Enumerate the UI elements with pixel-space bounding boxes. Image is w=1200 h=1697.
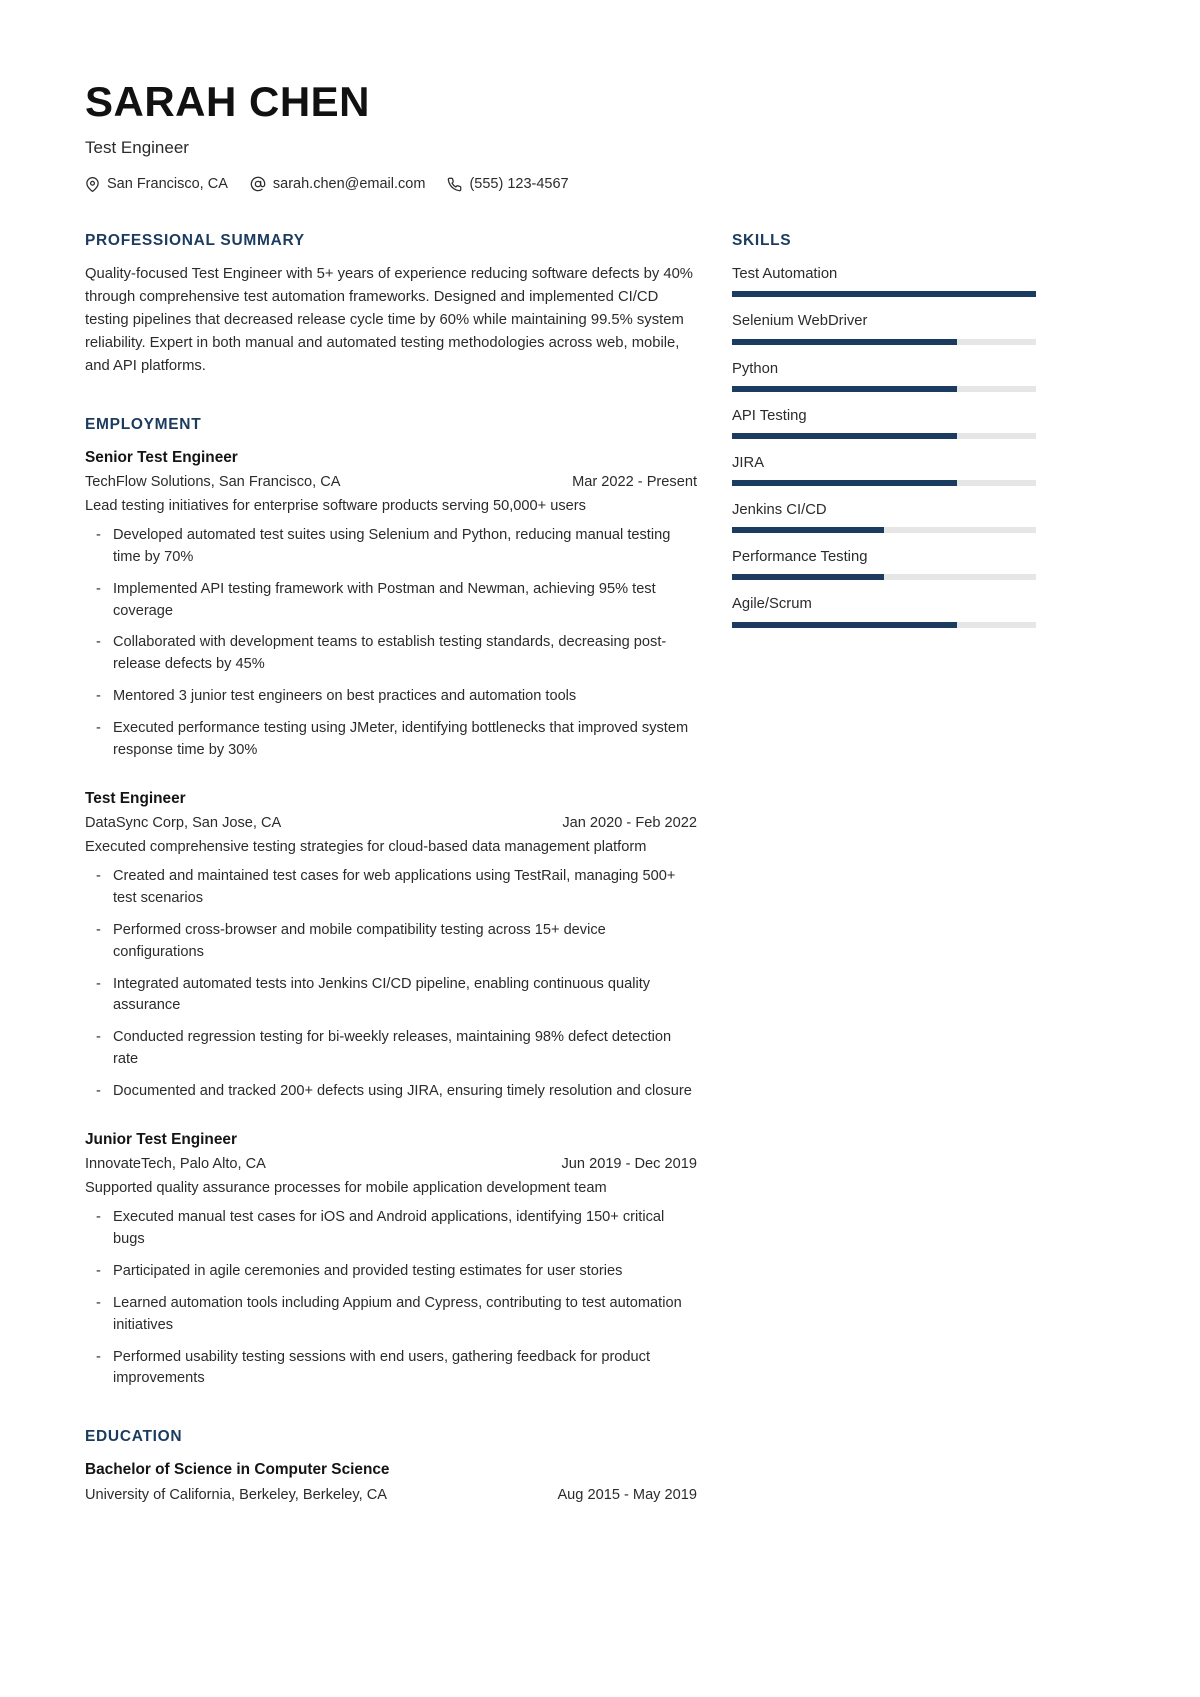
contact-location xyxy=(85,176,228,192)
employment-entry xyxy=(85,1129,697,1390)
job-bullet xyxy=(85,1207,697,1251)
resume-body xyxy=(85,232,1030,1506)
job-bullet-text: Executed performance testing using JMeter, identifying bottlenecks that improved system response time by 30% xyxy=(113,720,689,758)
job-bullet xyxy=(85,1347,697,1391)
skill-level-track xyxy=(732,291,1036,297)
job-bullet xyxy=(85,974,697,1018)
skill-item xyxy=(732,405,1040,439)
skill-item xyxy=(732,263,1040,297)
job-bullet xyxy=(85,1081,697,1103)
job-bullet-text: Documented and tracked 200+ defects using JIRA, ensuring timely resolution and closure xyxy=(113,1083,692,1100)
section-employment xyxy=(85,416,697,1391)
candidate-name: SARAH CHEN xyxy=(85,78,371,125)
skill-item xyxy=(732,358,1040,392)
contact-row xyxy=(85,176,1030,192)
skill-item xyxy=(732,593,1040,627)
bullet-dash-icon: - xyxy=(96,975,101,992)
job-bullet-list xyxy=(85,866,697,1103)
skill-item xyxy=(732,499,1040,533)
bullet-dash-icon: - xyxy=(96,921,101,938)
skill-level-fill xyxy=(732,574,884,580)
skill-level-track xyxy=(732,622,1036,628)
skill-name: Selenium WebDriver xyxy=(732,313,868,330)
job-bullet xyxy=(85,1293,697,1337)
job-role: Test Engineer xyxy=(85,789,186,807)
job-bullet xyxy=(85,866,697,910)
job-bullet xyxy=(85,525,697,569)
bullet-dash-icon: - xyxy=(96,1348,101,1365)
skill-level-track xyxy=(732,527,1036,533)
skill-name: JIRA xyxy=(732,454,765,471)
skill-level-fill xyxy=(732,480,957,486)
bullet-dash-icon: - xyxy=(96,526,101,543)
bullet-dash-icon: - xyxy=(96,634,101,651)
contact-email-text: sarah.chen@email.com xyxy=(272,176,426,193)
job-bullet xyxy=(85,686,697,708)
job-company: TechFlow Solutions, San Francisco, CA xyxy=(85,474,341,491)
main-column xyxy=(85,232,697,1506)
bullet-dash-icon: - xyxy=(96,1294,101,1311)
job-bullet-text: Participated in agile ceremonies and provided testing estimates for user stories xyxy=(113,1262,623,1279)
skill-level-track xyxy=(732,480,1036,486)
job-description: Supported quality assurance processes for mobile application development team xyxy=(85,1180,607,1197)
at-sign-icon xyxy=(250,176,266,192)
summary-heading: PROFESSIONAL SUMMARY xyxy=(85,232,305,250)
skill-level-fill xyxy=(732,291,1036,297)
contact-phone xyxy=(447,176,568,192)
contact-phone-text: (555) 123-4567 xyxy=(469,176,569,193)
bullet-dash-icon: - xyxy=(96,867,101,884)
education-meta xyxy=(85,1485,697,1507)
job-dates: Jun 2019 - Dec 2019 xyxy=(561,1156,697,1173)
job-bullet-text: Implemented API testing framework with Postman and Newman, achieving 95% test coverage xyxy=(113,580,656,619)
job-description: Lead testing initiatives for enterprise software products serving 50,000+ users xyxy=(85,497,586,514)
bullet-dash-icon: - xyxy=(96,688,101,705)
bullet-dash-icon: - xyxy=(96,1029,101,1046)
skill-level-track xyxy=(732,386,1036,392)
skills-heading: SKILLS xyxy=(732,232,792,250)
location-pin-icon xyxy=(85,177,100,192)
summary-text: Quality-focused Test Engineer with 5+ years of experience reducing software defects by 40% through comprehensive test automation frameworks. Designed and implemented CI/CD testing pipelines that decreased release cycle time by 60% while maintaining 99.5% system reliability. Expert in both manual and automated testing methodologies across web, mobile, and API platforms. xyxy=(85,266,693,374)
skills-column xyxy=(732,232,1040,628)
job-bullet-text: Mentored 3 junior test engineers on best practices and automation tools xyxy=(113,688,577,705)
job-company: InnovateTech, Palo Alto, CA xyxy=(85,1156,266,1173)
job-bullet-list xyxy=(85,1207,697,1390)
employment-entry xyxy=(85,447,697,762)
job-bullet-text: Performed usability testing sessions with end users, gathering feedback for product improvements xyxy=(113,1348,651,1387)
skill-name: Performance Testing xyxy=(732,549,868,566)
job-bullet-text: Developed automated test suites using Selenium and Python, reducing manual testing time by 70% xyxy=(113,526,671,565)
bullet-dash-icon: - xyxy=(96,580,101,597)
skill-level-track xyxy=(732,433,1036,439)
job-bullet-text: Conducted regression testing for bi-weekly releases, maintaining 98% defect detection rate xyxy=(113,1029,672,1068)
education-heading: EDUCATION xyxy=(85,1428,183,1446)
contact-email xyxy=(250,176,426,192)
job-dates: Mar 2022 - Present xyxy=(572,474,697,491)
job-bullet-text: Collaborated with development teams to establish testing standards, decreasing post-release defects by 45% xyxy=(113,634,667,673)
education-degree: Bachelor of Science in Computer Science xyxy=(85,1461,390,1479)
job-bullet xyxy=(85,579,697,623)
skill-item xyxy=(732,452,1040,486)
section-professional-summary xyxy=(85,232,697,378)
education-institution: University of California, Berkeley, Berkeley, CA xyxy=(85,1486,387,1503)
bullet-dash-icon: - xyxy=(96,1083,101,1100)
resume-header xyxy=(85,78,1030,192)
bullet-dash-icon: - xyxy=(96,720,101,737)
contact-location-text: San Francisco, CA xyxy=(107,176,228,193)
job-bullet xyxy=(85,1027,697,1071)
skill-level-fill xyxy=(732,386,957,392)
skill-name: Python xyxy=(732,360,779,377)
job-bullet-text: Performed cross-browser and mobile compatibility testing across 15+ device configurations xyxy=(113,921,606,960)
job-meta xyxy=(85,472,697,494)
candidate-title: Test Engineer xyxy=(85,138,189,158)
skill-name: Test Automation xyxy=(732,266,838,283)
phone-icon xyxy=(447,177,462,192)
section-education xyxy=(85,1428,697,1506)
employment-heading: EMPLOYMENT xyxy=(85,415,202,433)
job-company: DataSync Corp, San Jose, CA xyxy=(85,815,282,832)
employment-entry xyxy=(85,788,697,1103)
job-role: Senior Test Engineer xyxy=(85,448,238,466)
job-bullet xyxy=(85,1261,697,1283)
job-bullet-text: Created and maintained test cases for web applications using TestRail, managing 500+ test scenarios xyxy=(113,867,676,906)
skill-level-fill xyxy=(732,527,884,533)
job-bullet xyxy=(85,920,697,964)
job-dates: Jan 2020 - Feb 2022 xyxy=(562,815,697,832)
skill-name: Jenkins CI/CD xyxy=(732,502,827,519)
skill-level-track xyxy=(732,574,1036,580)
job-bullet-text: Executed manual test cases for iOS and Android applications, identifying 150+ critical bugs xyxy=(113,1209,665,1247)
job-role: Junior Test Engineer xyxy=(85,1130,237,1148)
bullet-dash-icon: - xyxy=(96,1262,101,1279)
skill-name: Agile/Scrum xyxy=(732,596,812,613)
skill-level-fill xyxy=(732,433,957,439)
job-bullet-list xyxy=(85,525,697,762)
job-description: Executed comprehensive testing strategies for cloud-based data management platform xyxy=(85,839,647,856)
job-meta xyxy=(85,813,697,835)
job-bullet xyxy=(85,632,697,676)
skill-item xyxy=(732,310,1040,344)
job-bullet xyxy=(85,718,697,762)
job-bullet-text: Learned automation tools including Appium and Cypress, contributing to test automation initiatives xyxy=(113,1294,682,1333)
skill-item xyxy=(732,546,1040,580)
job-meta xyxy=(85,1154,697,1176)
job-bullet-text: Integrated automated tests into Jenkins CI/CD pipeline, enabling continuous quality assurance xyxy=(113,975,651,1014)
skill-level-fill xyxy=(732,339,957,345)
bullet-dash-icon: - xyxy=(96,1209,101,1226)
education-entry xyxy=(85,1459,697,1506)
skill-level-track xyxy=(732,339,1036,345)
skill-level-fill xyxy=(732,622,957,628)
skill-name: API Testing xyxy=(732,407,807,424)
education-dates: Aug 2015 - May 2019 xyxy=(557,1486,697,1503)
